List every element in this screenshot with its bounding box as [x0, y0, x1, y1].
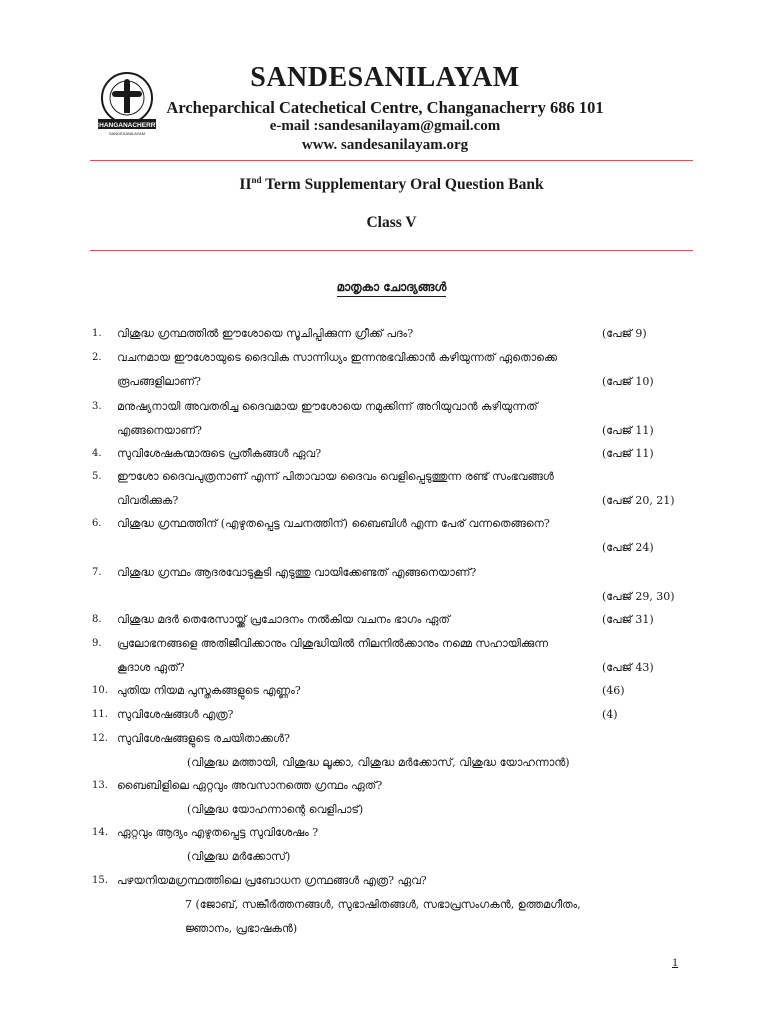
term-superscript: nd	[251, 175, 262, 185]
page-reference: (പേജ് 24)	[602, 541, 654, 554]
question-text: പ്രലോഭനങ്ങളെ അതിജീവിക്കാനും വിശുദ്ധിയിൽ നിലനിൽക്കാനും നമ്മെ സഹായിക്കുന്ന	[117, 637, 549, 650]
question-number: 3.	[92, 401, 102, 412]
organization-address: Archeparchical Catechetical Centre, Changanacherry 686 101	[166, 98, 604, 117]
question-number: 2.	[92, 352, 102, 363]
section-title	[90, 280, 693, 295]
organization-name: SANDESANILAYAM	[250, 62, 520, 93]
divider-top	[90, 160, 693, 161]
logo-text-bottom: CHANGANACHERRY	[94, 122, 160, 129]
question-text: വിശുദ്ധ ഗ്രന്ഥത്തിന് (എഴുതപ്പെട്ട വചനത്തിന്) ബൈബിൾ എന്ന പേര് വന്നതെങ്ങനെ?	[117, 517, 550, 530]
organization-email: e-mail :sandesanilayam@gmail.com	[269, 118, 501, 134]
question-text: സുവിശേഷങ്ങളുടെ രചയിതാക്കൾ?	[117, 732, 290, 745]
question-number: 13.	[92, 780, 108, 791]
page-reference: (പേജ് 31)	[602, 613, 654, 626]
question-number: 12.	[92, 733, 108, 744]
question-text: വിശുദ്ധ ഗ്രന്ഥം ആദരവോടുകൂടി എടുത്തു വായിക്കേണ്ടത് എങ്ങനെയാണ്?	[117, 566, 477, 579]
question-text: വിശുദ്ധ ഗ്രന്ഥത്തിൽ ഈശോയെ സൂചിപ്പിക്കുന്ന ഗ്രീക്ക് പദം?	[117, 327, 414, 340]
question-number: 9.	[92, 638, 102, 649]
question-number: 5.	[92, 471, 102, 482]
page-reference: (പേജ് 10)	[602, 375, 654, 388]
question-text: ഈശോ ദൈവപുത്രനാണ് എന്ന് പിതാവായ ദൈവം വെളിപ്പെടുത്തുന്ന രണ്ട് സംഭവങ്ങൾ	[117, 470, 554, 483]
document-header	[0, 0, 768, 160]
question-number: 7.	[92, 567, 102, 578]
question-text: വിശുദ്ധ മദർ തെരേസായ്ക്ക് പ്രചോദനം നൽകിയ വചനം ഭാഗം ഏത്	[117, 613, 450, 626]
question-number: 14.	[92, 827, 108, 838]
question-number: 10.	[92, 685, 108, 696]
question-answer: (വിശുദ്ധ യോഹന്നാന്റെ വെളിപാട്)	[187, 803, 364, 816]
question-number: 15.	[92, 875, 108, 886]
question-text: പുതിയ നിയമ പുസ്തകങ്ങളുടെ എണ്ണം?	[117, 684, 301, 697]
question-number: 1.	[92, 328, 102, 339]
page-reference: (പേജ് 43)	[602, 661, 654, 674]
question-answer: (വിശുദ്ധ മർക്കോസ്)	[187, 850, 291, 863]
class-title: Class V	[366, 214, 417, 231]
page-reference: (പേജ് 20, 21)	[602, 494, 675, 507]
question-text: സുവിശേഷകന്മാരുടെ പ്രതീകങ്ങൾ ഏവ?	[117, 447, 322, 460]
question-text: പഴയനിയമഗ്രന്ഥത്തിലെ പ്രബോധന ഗ്രന്ഥങ്ങൾ എത്ര? ഏവ?	[117, 874, 427, 887]
question-text-continued: രൂപങ്ങളിലാണ്?	[117, 375, 201, 388]
question-answer: 7 (ജോബ്, സങ്കീർത്തനങ്ങൾ, സുഭാഷിതങ്ങൾ, സഭാപ്രസംഗകൻ, ഉത്തമഗീതം,	[185, 898, 581, 911]
question-text: മനുഷ്യനായി അവതരിച്ച ദൈവമായ ഈശോയെ നമുക്കിന്ന് അറിയുവാൻ കഴിയുന്നത്	[117, 400, 538, 413]
term-prefix: II	[239, 176, 252, 194]
question-answer-continued: ജ്ഞാനം, പ്രഭാഷകൻ)	[185, 922, 298, 935]
page-reference: (പേജ് 9)	[602, 327, 647, 340]
question-text: സുവിശേഷങ്ങൾ എത്ര?	[117, 708, 234, 721]
question-text: ബൈബിളിലെ ഏറ്റവും അവസാനത്തെ ഗ്രന്ഥം ഏത്?	[117, 779, 383, 792]
logo-text-top: SANDESANILAYAM	[108, 131, 146, 136]
organization-website: www. sandesanilayam.org	[301, 137, 469, 153]
question-text: ഏറ്റവും ആദ്യം എഴുതപ്പെട്ട സുവിശേഷം ?	[117, 826, 319, 839]
page-reference: (പേജ് 29, 30)	[602, 590, 675, 603]
page-reference: (പേജ് 11)	[602, 424, 654, 437]
question-number: 6.	[92, 518, 102, 529]
question-number: 11.	[92, 709, 108, 720]
term-title-rest: Term Supplementary Oral Question Bank	[261, 176, 544, 194]
document-title	[90, 175, 693, 194]
page-number: 1	[672, 955, 678, 969]
page-reference: (46)	[602, 684, 625, 697]
page-reference: (4)	[602, 708, 618, 721]
question-number: 8.	[92, 614, 102, 625]
question-text: വചനമായ ഈശോയുടെ ദൈവിക സാന്നിധ്യം ഇന്നനുഭവിക്കാൻ കഴിയുന്നത് ഏതൊക്കെ	[117, 351, 558, 364]
section-title-text: മാതൃകാ ചോദ്യങ്ങൾ	[337, 280, 447, 297]
divider-bottom	[90, 250, 693, 251]
question-text-continued: വിവരിക്കുക?	[117, 494, 179, 507]
page-reference: (പേജ് 11)	[602, 447, 654, 460]
question-text-continued: കൂദാശ ഏത്?	[117, 661, 185, 674]
question-answer: (വിശുദ്ധ മത്തായി, വിശുദ്ധ ലൂക്കാ, വിശുദ്ധ മർക്കോസ്, വിശുദ്ധ യോഹന്നാൻ)	[187, 756, 570, 769]
question-text-continued: എങ്ങനെയാണ്?	[117, 424, 202, 437]
question-number: 4.	[92, 448, 102, 459]
